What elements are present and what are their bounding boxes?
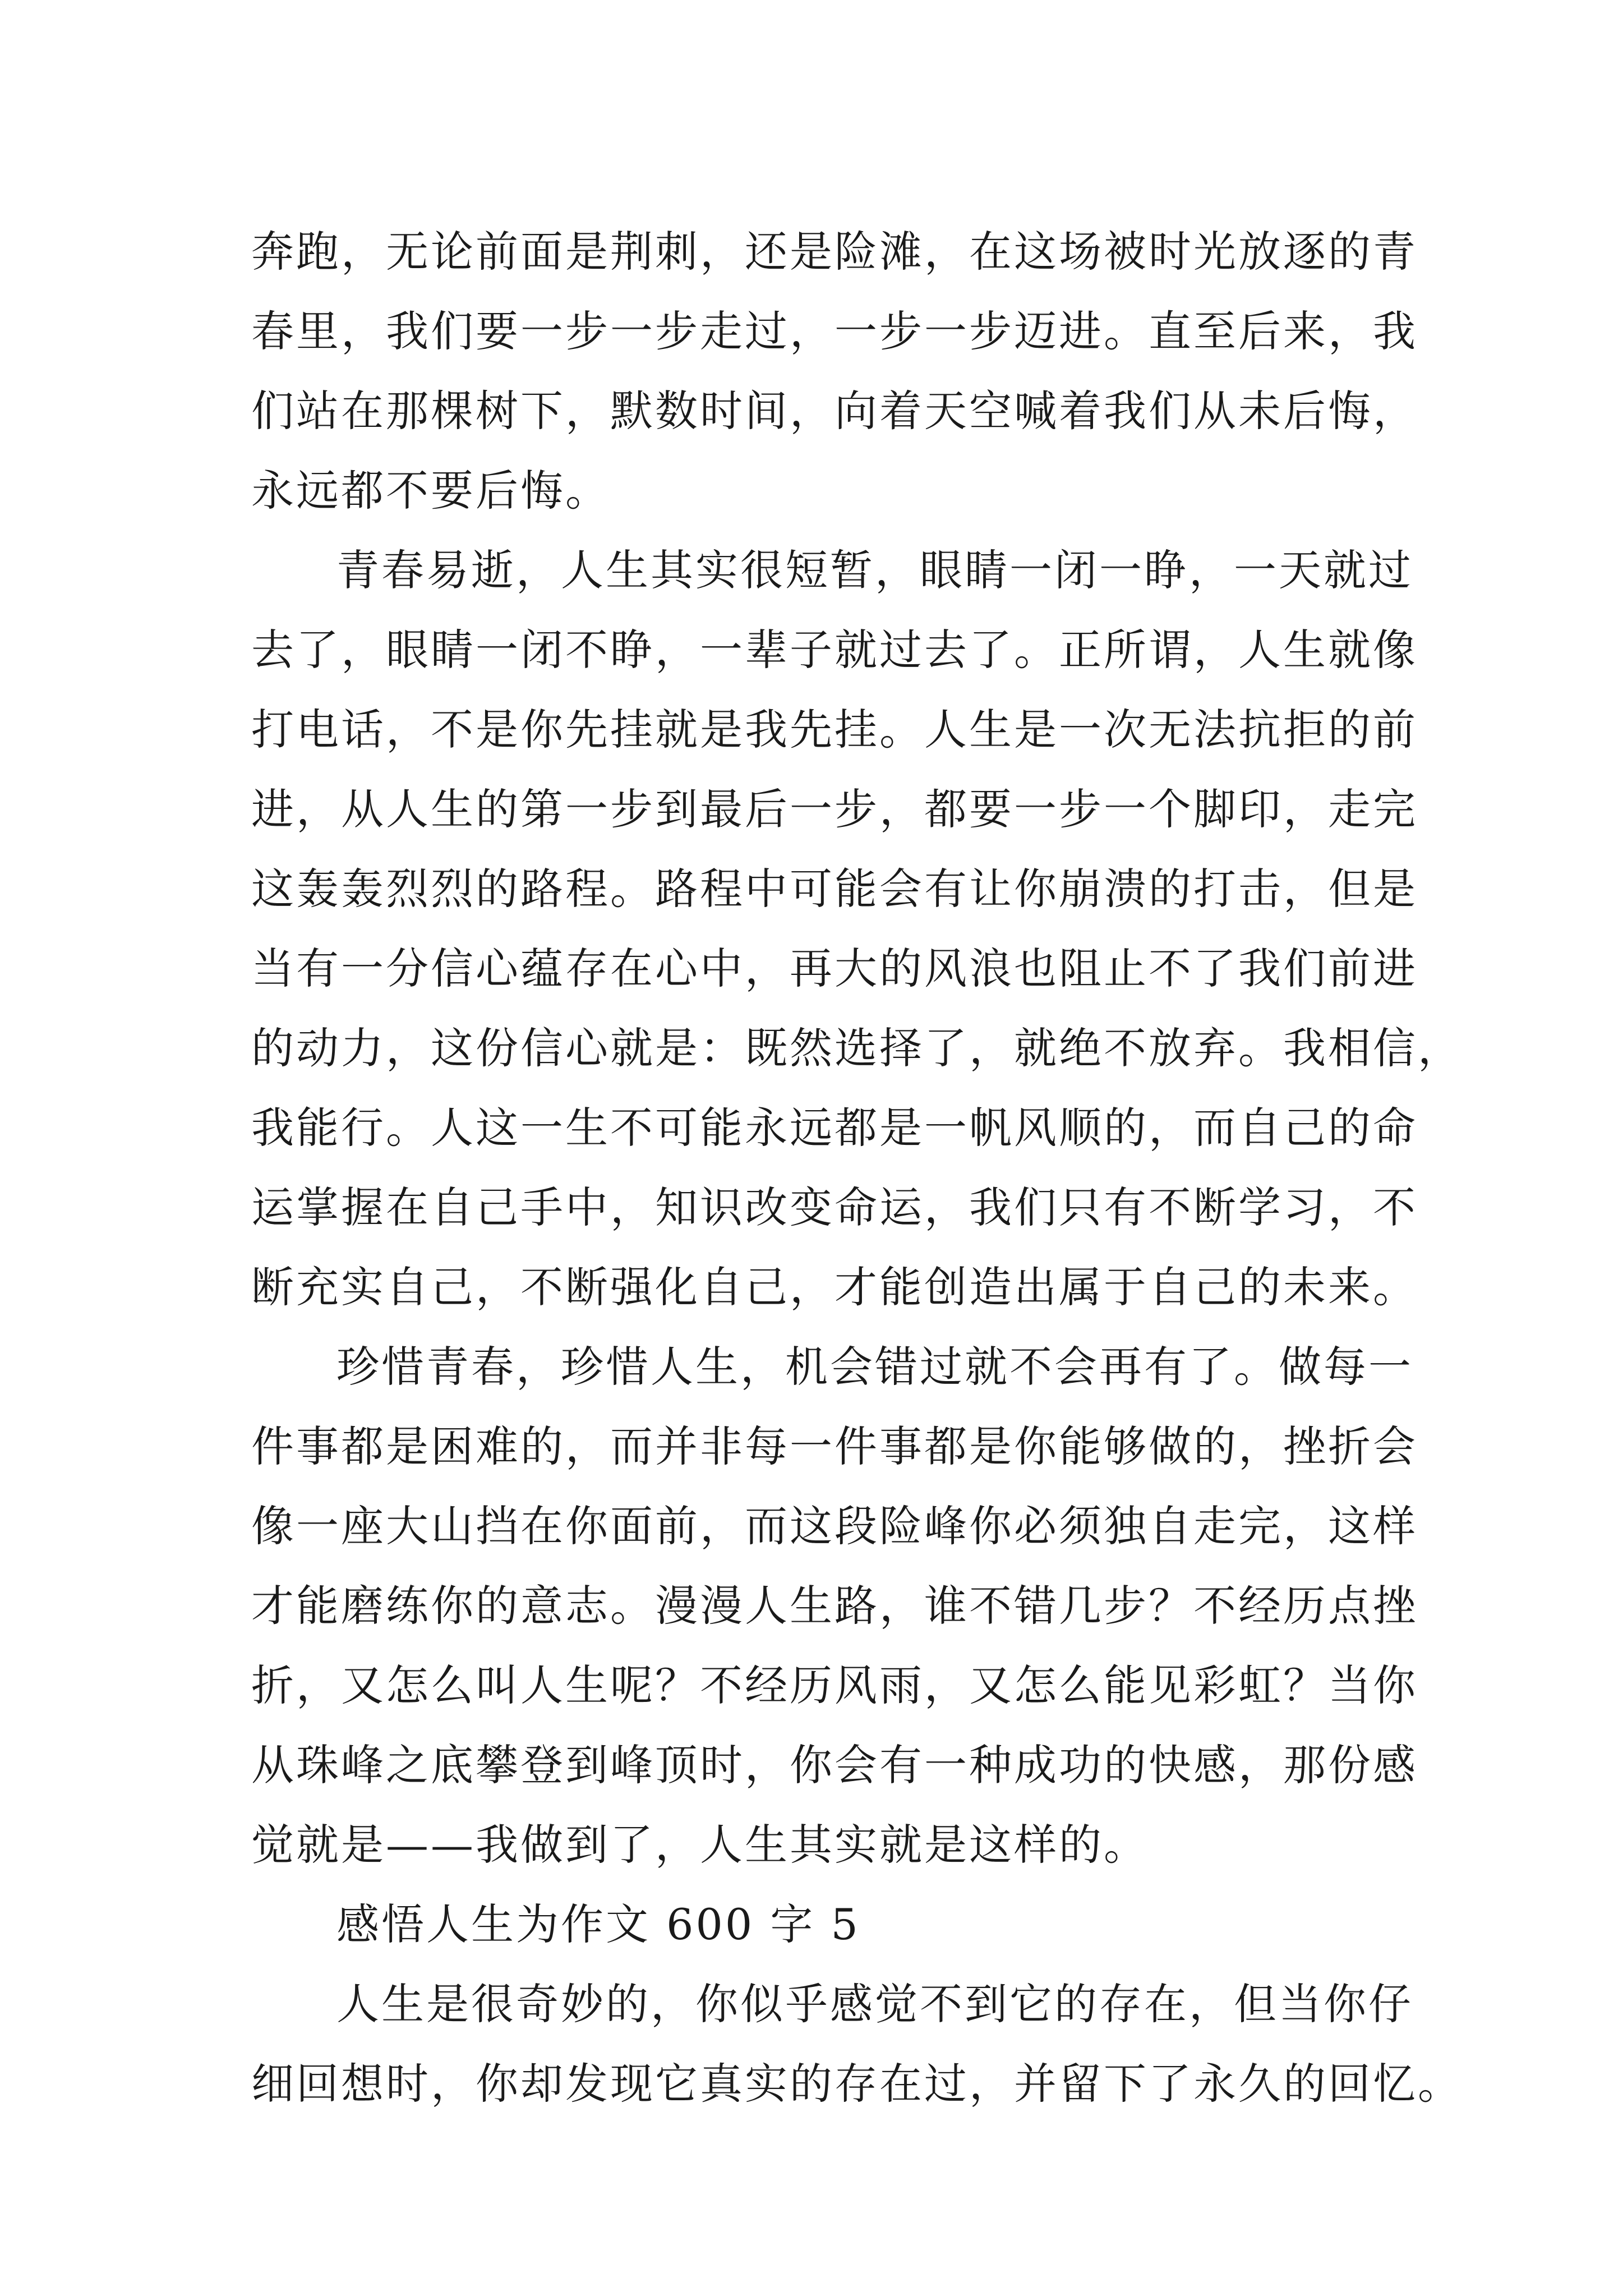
text-line: 从珠峰之底攀登到峰顶时，你会有一种成功的快感，那份感	[251, 1740, 1418, 1790]
text-line: 觉就是——我做到了，人生其实就是这样的。	[251, 1820, 1149, 1870]
text-line: 断充实自己，不断强化自己，才能创造出属于自己的未来。	[251, 1262, 1418, 1312]
document-body	[251, 212, 1463, 2124]
paragraph-first-line: 青春易逝，人生其实很短暂，眼睛一闭一睁，一天就过	[336, 545, 1413, 595]
section-heading: 感悟人生为作文 600 字 5	[336, 1899, 860, 1949]
text-line: 折，又怎么叫人生呢？不经历风雨，又怎么能见彩虹？当你	[251, 1660, 1418, 1710]
text-line: 当有一分信心蕴存在心中，再大的风浪也阻止不了我们前进	[251, 944, 1418, 993]
text-line: 春里，我们要一步一步走过，一步一步迈进。直至后来，我	[251, 306, 1418, 356]
text-line: 进，从人生的第一步到最后一步，都要一步一个脚印，走完	[251, 784, 1418, 834]
text-line: 细回想时，你却发现它真实的存在过，并留下了永久的回忆。	[251, 2059, 1463, 2109]
paragraph-first-line: 人生是很奇妙的，你似乎感觉不到它的存在，但当你仔	[336, 1979, 1413, 2029]
text-line: 去了，眼睛一闭不睁，一辈子就过去了。正所谓，人生就像	[251, 625, 1418, 675]
text-line: 的动力，这份信心就是：既然选择了，就绝不放弃。我相信，	[251, 1023, 1463, 1073]
text-line: 打电话，不是你先挂就是我先挂。人生是一次无法抗拒的前	[251, 705, 1418, 754]
text-line: 这轰轰烈烈的路程。路程中可能会有让你崩溃的打击，但是	[251, 864, 1418, 914]
text-line: 们站在那棵树下，默数时间，向着天空喊着我们从未后悔，	[251, 386, 1418, 436]
text-line: 奔跑，无论前面是荆刺，还是险滩，在这场被时光放逐的青	[251, 227, 1418, 277]
text-line: 永远都不要后悔。	[251, 466, 610, 516]
text-line: 运掌握在自己手中，知识改变命运，我们只有不断学习，不	[251, 1182, 1418, 1232]
text-line: 像一座大山挡在你面前，而这段险峰你必须独自走完，这样	[251, 1501, 1418, 1551]
paragraph-first-line: 珍惜青春，珍惜人生，机会错过就不会再有了。做每一	[336, 1342, 1413, 1392]
text-line: 件事都是困难的，而并非每一件事都是你能够做的，挫折会	[251, 1421, 1418, 1471]
text-line: 才能磨练你的意志。漫漫人生路，谁不错几步？不经历点挫	[251, 1581, 1418, 1631]
text-line: 我能行。人这一生不可能永远都是一帆风顺的，而自己的命	[251, 1103, 1418, 1153]
